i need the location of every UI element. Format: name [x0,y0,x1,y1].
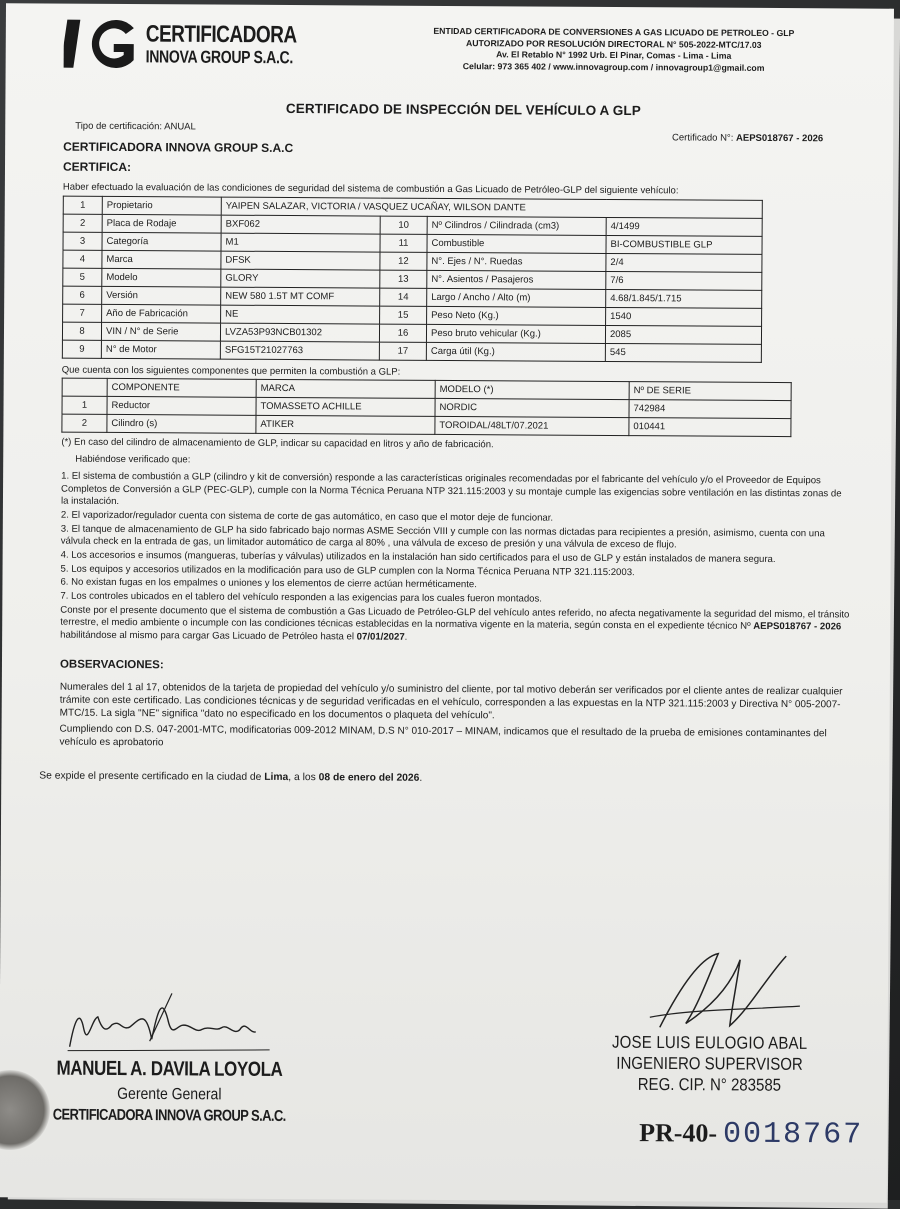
handwritten-signature [590,947,831,1033]
field-label: Propietario [102,196,221,215]
row-number: 16 [379,324,426,342]
supervisor-registration: REG. CIP. N° 283585 [637,1074,782,1096]
field-value: 1540 [606,307,762,326]
row-number: 15 [380,306,427,324]
vehicle-table [62,196,763,363]
logo-line2: INNOVA GROUP S.A.C. [145,46,294,68]
valid-until-date: 07/01/2027 [356,631,405,643]
manager-role: Gerente General [117,1083,222,1103]
row-number: 2 [63,214,102,232]
conste-text: . [404,631,408,643]
observations-heading: OBSERVACIONES: [59,658,164,671]
row-number: 17 [379,342,426,360]
row-number: 12 [380,252,427,270]
verification-list [60,471,861,647]
field-value: DFSK [221,251,380,270]
header-cell: Nº DE SERIE [629,382,791,401]
header-cell: COMPONENTE [107,378,256,397]
field-value: 4.68/1.845/1.715 [606,289,762,308]
observation-paragraph: Cumpliendo con D.S. 047-2001-MTC, modificatorias 009-2012 MINAM, D.S N° 010-2017 – MINAM, indicamos que el resultado de la prueba de emisiones contaminantes del vehículo es aprobatorio [59,723,827,748]
field-label: Nº Cilindros / Cilindrada (cm3) [427,216,606,235]
components-table [61,378,791,437]
field-label: Placa de Rodaje [102,214,221,233]
row-number: 2 [62,414,107,432]
issue-text: . [419,772,423,784]
certifica-heading: CERTIFICA: [62,159,132,175]
certificate-document [0,3,894,1202]
list-item: 1. El sistema de combustión a GLP (cilindro y kit de conversión) responde a las características originales recomendadas por el fabricante del vehículo y/o el Proveedor de Equipos Completos de Conversión a GLP (PEC-GLP), cumple con la Norma Técnica Peruana NTP 321.115:2003 y su montaje cumple las exigencias sobre ventilación en las distintas zonas de la instalación. [60,470,842,508]
document-title: CERTIFICADO DE INSPECCIÓN DEL VEHÍCULO A GLP [285,100,641,119]
document-header [64,16,864,91]
list-item: 3. El tanque de almacenamiento de GLP ha sido fabricado bajo normas ASME Sección VIII y cumple con las normas dictadas para recipientes a presión, asimismo, cuenta con una válvula check en la entrada de gas, un limitador automático de carga al 80% , una válvula de exceso de presión y una válvula de exceso de flujo. [60,523,825,551]
component-brand: TOMASSETO ACHILLE [256,397,435,416]
conste-text: habilitándose al mismo para cargar Gas Licuado de Petróleo hasta el [60,629,357,643]
row-number: 14 [380,288,427,306]
supervisor-role: INGENIERO SUPERVISOR [616,1053,803,1075]
logo-text [145,21,297,68]
field-label: N°. Ejes / N°. Ruedas [427,252,606,271]
field-value: GLORY [221,269,380,288]
row-number: 5 [63,268,102,286]
conste-paragraph [60,604,850,647]
expediente-number: AEPS018767 - 2026 [753,621,842,633]
entity-contact: Celular: 973 365 402 / www.innovagroup.com / innovagroup1@gmail.com [462,61,765,74]
component-model: NORDIC [435,398,629,417]
row-number: 10 [380,216,427,234]
list-item: 6. No existan fugas en los empalmes o uniones y los elementos de cierre actúan herméticamente. [60,576,477,591]
company-name: CERTIFICADORA INNOVA GROUP S.A.C [63,139,294,156]
list-item: 4. Los accesorios e insumos (mangueras, tuberías y válvulas) utilizados en la instalación han sido certificados para el uso de GLP y están instalados de manera segura. [60,549,776,565]
field-label: Peso Neto (Kg.) [427,306,606,325]
row-number: 8 [62,322,101,340]
entity-line1: ENTIDAD CERTIFICADORA DE CONVERSIONES A GAS LICUADO DE PETROLEO - GLP [433,25,795,39]
list-item: 5. Los equipos y accesorios utilizados en la modificación para uso de GLP cumplen con la Norma Técnica Peruana NTP 321.115:2003. [60,563,635,578]
verification-lead: Habiéndose verificado que: [75,453,191,466]
conste-text: Conste por el presente documento que el sistema de combustión a Gas Licuado de Petróleo-GLP del vehículo antes referido, no afecta negativamente la seguridad del mismo, el tránsito terrestre, el medio ambiente o incumple con las condiciones técnicas establecidas en la normativa vigente en la materia, según consta en el expediente técnico Nº [60,604,850,633]
row-number: 11 [380,234,427,252]
issue-statement [39,770,859,786]
component-serial: 010441 [629,418,791,437]
header-cell: MODELO (*) [435,380,629,399]
field-value: BI-COMBUSTIBLE GLP [606,235,762,254]
field-value: 7/6 [606,271,762,290]
field-value: LVZA53P93NCB01302 [220,323,379,342]
component-brand: ATIKER [256,415,435,434]
serial-number: 0018767 [722,1117,864,1153]
issue-text: Se expide el presente certificado en la ciudad de [39,770,265,783]
field-value: 545 [605,343,761,362]
entity-address: Av. El Retablo N° 1992 Urb. El Pinar, Comas - Lima - Lima [496,49,732,62]
field-label: Año de Fabricación [102,304,221,323]
entity-info [404,26,824,76]
row-number: 13 [380,270,427,288]
logo-line1: CERTIFICADORA [145,21,297,49]
cylinder-note: (*) En caso del cilindro de almacenamiento de GLP, indicar su capacidad en litros y año de fabricación. [61,436,494,451]
list-item: 2. El vaporizador/regulador cuenta con sistema de corte de gas automático, en caso que el motor deje de funcionar. [60,509,554,524]
certificate-number [672,132,823,144]
field-label: Peso bruto vehicular (Kg.) [426,324,605,343]
field-label: N°. Asientos / Pasajeros [427,270,606,289]
field-label: Carga útil (Kg.) [426,342,605,361]
field-value: 2/4 [606,253,762,272]
list-item: 7. Los controles ubicados en el tablero del vehículo responden a las exigencias para los cuales fueron montados. [60,590,543,605]
field-value: SFG15T21027763 [220,341,379,360]
header-cell [62,378,107,396]
row-number: 9 [62,340,101,358]
field-label: VIN / N° de Serie [101,322,220,341]
header-cell: MARCA [256,379,435,398]
issue-date: 08 de enero del 2026 [318,771,420,784]
certification-type: Tipo de certificación: ANUAL [75,120,196,133]
row-number: 1 [63,196,102,214]
signature-block-supervisor [589,947,830,1094]
field-value: BXF062 [221,215,380,234]
certificate-number-value: AEPS018767 - 2026 [736,132,824,145]
field-label: Combustible [427,234,606,253]
handwritten-signature [40,989,300,1061]
manager-company: CERTIFICADORA INNOVA GROUP S.A.C. [52,1105,286,1125]
field-value: 2085 [605,325,761,344]
field-value: NE [221,305,380,324]
row-number: 4 [63,250,102,268]
document-serial [639,1117,863,1152]
table-row [62,414,791,436]
manager-name: MANUEL A. DAVILA LOYOLA [56,1056,283,1081]
components-intro: Que cuenta con los siguientes componentes que permiten la combustión a GLP: [61,364,401,378]
field-value: NEW 580 1.5T MT COMF [221,287,380,306]
field-label: N° de Motor [101,340,220,359]
logo-ig-mark [64,16,146,72]
table-row [62,340,761,362]
supervisor-name: JOSE LUIS EULOGIO ABAL [611,1032,808,1054]
observations [59,680,859,753]
component-name: Cilindro (s) [107,414,256,433]
row-number: 7 [63,304,102,322]
field-value: YAIPEN SALAZAR, VICTORIA / VASQUEZ UCAÑAY, WILSON DANTE [221,197,762,218]
component-serial: 742984 [629,400,791,419]
field-label: Largo / Ancho / Alto (m) [427,288,606,307]
row-number: 6 [63,286,102,304]
serial-prefix: PR-40- [639,1118,718,1148]
component-name: Reductor [107,396,256,415]
intro-text: Haber efectuado la evaluación de las condiciones de seguridad del sistema de combustión a Gas Licuado de Petróleo-GLP del siguiente vehículo: [62,181,679,197]
field-label: Versión [102,286,221,305]
field-label: Marca [102,250,221,269]
field-label: Modelo [102,268,221,287]
certificate-number-label: Certificado N°: [672,132,737,144]
field-value: 4/1499 [606,217,762,236]
issue-text: , a los [288,771,319,783]
field-label: Categoría [102,232,221,251]
field-value: M1 [221,233,380,252]
component-model: TOROIDAL/48LT/07.2021 [435,416,629,435]
observation-paragraph: Numerales del 1 al 17, obtenidos de la tarjeta de propiedad del vehículo y/o suministro del cliente, por tal motivo deberán ser verificados por el cliente antes de realizar cualquier trámite con este certificado. Las condiciones técnicas y de seguridad verificadas en el vehículo, corresponden a las expuestas en la NTP 321.115:2003 y Directiva N° 005-2007-MTC/15. La sigla "NE" significa "dato no especificado en los documentos o plaqueta del vehículo". [59,681,843,721]
issue-city: Lima [264,771,289,783]
signature-block-manager [39,989,300,1124]
row-number: 3 [63,232,102,250]
row-number: 1 [62,396,107,414]
entity-line2: AUTORIZADO POR RESOLUCIÓN DIRECTORAL N° 505-2022-MTC/17.03 [465,37,762,50]
company-logo [64,16,297,73]
